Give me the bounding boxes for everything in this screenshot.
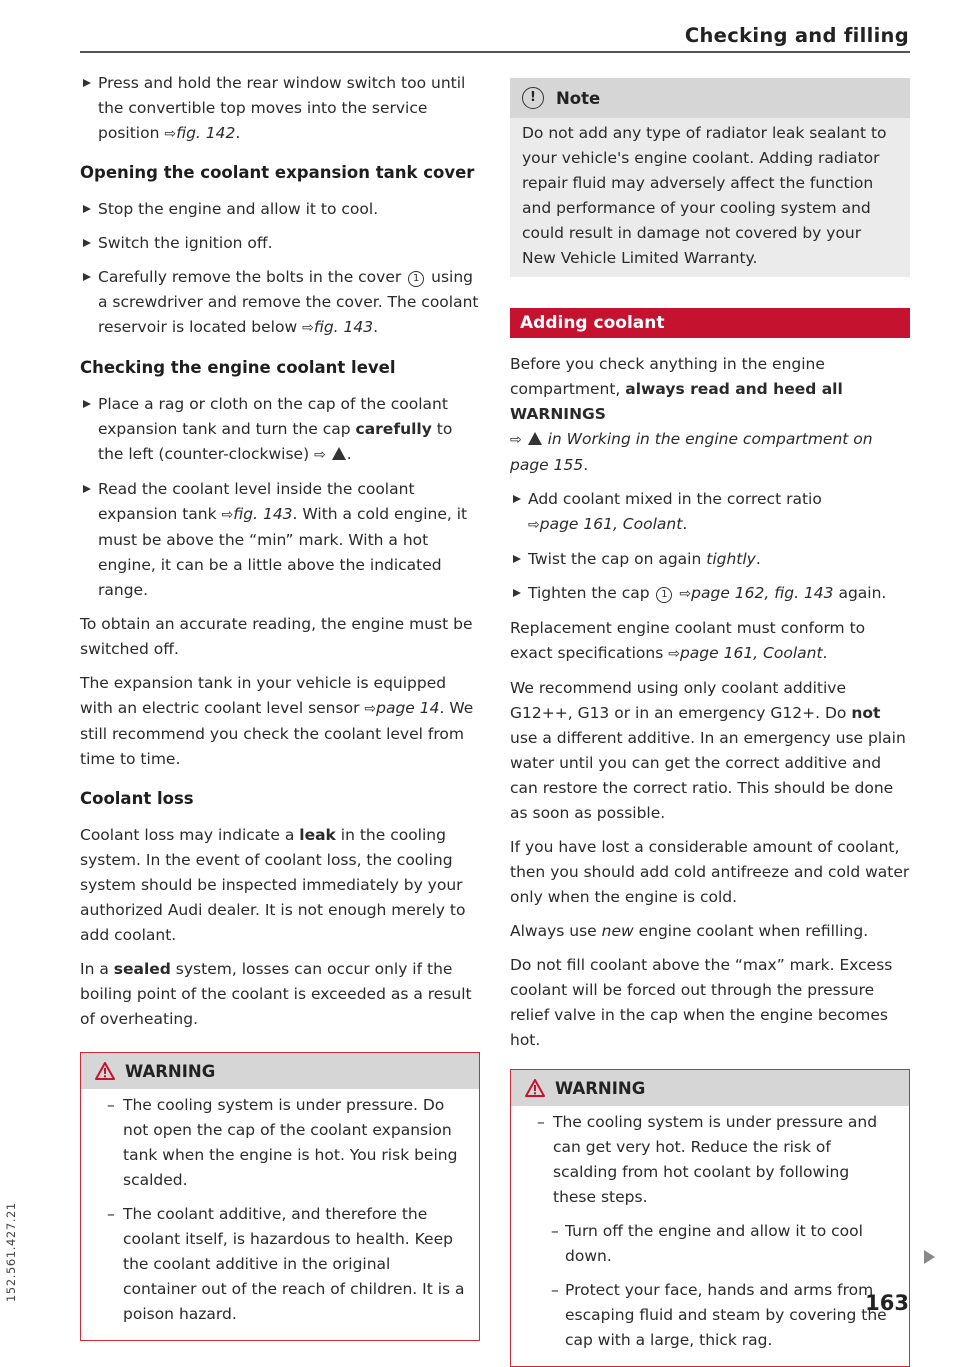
warning-item: – The cooling system is under pressure. Do not open the cap of the coolant expansion tank when the engine is hot. You risk being scalded. — [95, 1093, 465, 1193]
warning-triangle-icon — [95, 1062, 115, 1080]
header-rule — [80, 51, 910, 53]
section-title-adding-coolant: Adding coolant — [510, 308, 910, 338]
warning-header — [511, 1070, 909, 1106]
warning-item: – The cooling system is under pressure and can get very hot. Reduce the risk of scalding from hot coolant by following these steps. — [525, 1110, 895, 1210]
ref-arrow-icon: ⇨ — [668, 646, 680, 662]
paragraph-before-check: Before you check anything in the engine compartment, always read and heed all WARNINGS ⇨ in Working in the engine compartment on page 155. — [510, 355, 873, 474]
note-title: Note — [556, 88, 601, 108]
paragraph-accurate-reading: To obtain an accurate reading, the engine must be switched off. — [80, 615, 473, 658]
info-exclamation-icon: ! — [522, 87, 544, 109]
warning-box-right — [510, 1069, 910, 1367]
warning-subitem: – Turn off the engine and allow it to cool down. — [525, 1219, 895, 1269]
ref-arrow-icon: ⇨ — [528, 517, 540, 533]
ref-arrow-icon: ⇨ — [221, 507, 234, 523]
bullet-ignition-off: Switch the ignition off. — [80, 231, 480, 256]
ref-arrow-icon: ⇨ — [364, 701, 377, 717]
note-header — [510, 78, 910, 118]
bullet-stop-engine: Stop the engine and allow it to cool. — [80, 197, 480, 222]
heading-opening-cover: Opening the coolant expansion tank cover — [80, 163, 475, 182]
bullet-tighten-cap: Tighten the cap 1 ⇨page 162, fig. 143 again. — [510, 581, 910, 607]
page-link[interactable]: page 162, fig. 143 — [691, 584, 834, 602]
warning-header — [81, 1053, 479, 1089]
warning-triangle-icon[interactable] — [332, 447, 346, 460]
ref-arrow-icon: ⇨ — [164, 126, 177, 142]
left-column — [80, 71, 480, 1341]
warning-triangle-icon[interactable] — [528, 432, 542, 445]
warning-item: – The coolant additive, and therefore the coolant itself, is hazardous to health. Keep the coolant additive in the original container out of the reach of children. It is a poison hazard. — [95, 1202, 465, 1327]
warning-subitem: – Protect your face, hands and arms from escaping fluid and steam by covering the cap with a large, thick rag. — [525, 1278, 895, 1353]
document-code: 152.561.427.21 — [4, 1202, 18, 1302]
warning-box-left — [80, 1052, 480, 1341]
figure-link[interactable]: fig. 143 — [313, 318, 374, 336]
note-box — [510, 78, 910, 277]
continue-arrow-icon[interactable] — [924, 1250, 935, 1264]
callout-1-icon: 1 — [656, 587, 672, 603]
ref-arrow-icon: ⇨ — [679, 586, 692, 602]
ref-arrow-icon: ⇨ — [314, 447, 326, 463]
paragraph-level-sensor: The expansion tank in your vehicle is equipped with an electric coolant level sensor ⇨page 14. We still recommend you check the coolant level from time to time. — [80, 674, 474, 768]
heading-coolant-loss: Coolant loss — [80, 789, 194, 808]
paragraph-additive: We recommend using only coolant additive G12++, G13 or in an emergency G12+. Do not use a different additive. In an emergency use plain water until you can get the correct additive and can restore the correct ratio. This should be done as soon as possible. — [510, 679, 906, 822]
figure-link[interactable]: fig. 143 — [233, 505, 293, 523]
note-body: Do not add any type of radiator leak sealant to your vehicle's engine coolant. Adding radiator repair fluid may adversely affect the function and performance of your cooling system and could result in damage not covered by your New Vehicle Limited Warranty. — [522, 124, 887, 267]
bullet-add-coolant: Add coolant mixed in the correct ratio ⇨page 161, Coolant. — [510, 487, 910, 538]
right-column — [510, 78, 910, 1367]
callout-1-icon: 1 — [408, 271, 424, 287]
warning-title: WARNING — [555, 1078, 646, 1098]
ref-arrow-icon: ⇨ — [302, 320, 314, 336]
bullet-place-rag: Place a rag or cloth on the cap of the coolant expansion tank and turn the cap carefully to the left (counter-clockwise) ⇨ . — [80, 392, 480, 468]
page-link[interactable]: page 161, Coolant — [539, 515, 683, 533]
warning-triangle-icon — [525, 1079, 545, 1097]
heading-checking-level: Checking the engine coolant level — [80, 358, 396, 377]
warning-title: WARNING — [125, 1061, 216, 1081]
page-link[interactable]: page 14 — [376, 699, 440, 717]
paragraph-leak: Coolant loss may indicate a leak in the cooling system. In the event of coolant loss, the cooling system should be inspected immediately by your authorized Audi dealer. It is not enough merely to add coolant. — [80, 826, 466, 944]
paragraph-new-coolant: Always use new engine coolant when refilling. — [510, 922, 869, 940]
page-link[interactable]: in Working in the engine compartment on page 155 — [510, 430, 873, 474]
bullet-rear-window: Press and hold the rear window switch too until the convertible top moves into the service position ⇨fig. 142. — [80, 71, 480, 147]
bullet-remove-bolts: Carefully remove the bolts in the cover 1 using a screwdriver and remove the cover. The coolant reservoir is located below ⇨fig. 143. — [80, 265, 480, 341]
page-number: 163 — [865, 1291, 909, 1315]
paragraph-max-mark: Do not fill coolant above the “max” mark. Excess coolant will be forced out through the pressure relief valve in the cap when the engine becomes hot. — [510, 956, 893, 1049]
figure-link[interactable]: fig. 142 — [176, 124, 236, 142]
paragraph-sealed: In a sealed system, losses can occur only if the boiling point of the coolant is exceeded as a result of overheating. — [80, 960, 472, 1028]
paragraph-specifications: Replacement engine coolant must conform to exact specifications ⇨page 161, Coolant. — [510, 619, 866, 662]
paragraph-lost-coolant: If you have lost a considerable amount of coolant, then you should add cold antifreeze and cold water only when the engine is cold. — [510, 838, 910, 906]
bullet-twist-cap: Twist the cap on again tightly. — [510, 547, 910, 572]
bullet-read-level: Read the coolant level inside the coolant expansion tank ⇨fig. 143. With a cold engine, it must be above the “min” mark. With a hot engine, it can be a little above the indicated range. — [80, 477, 480, 603]
ref-arrow-icon: ⇨ — [510, 432, 522, 448]
page-header-title: Checking and filling — [684, 24, 909, 47]
page-link[interactable]: page 161, Coolant — [679, 644, 823, 662]
